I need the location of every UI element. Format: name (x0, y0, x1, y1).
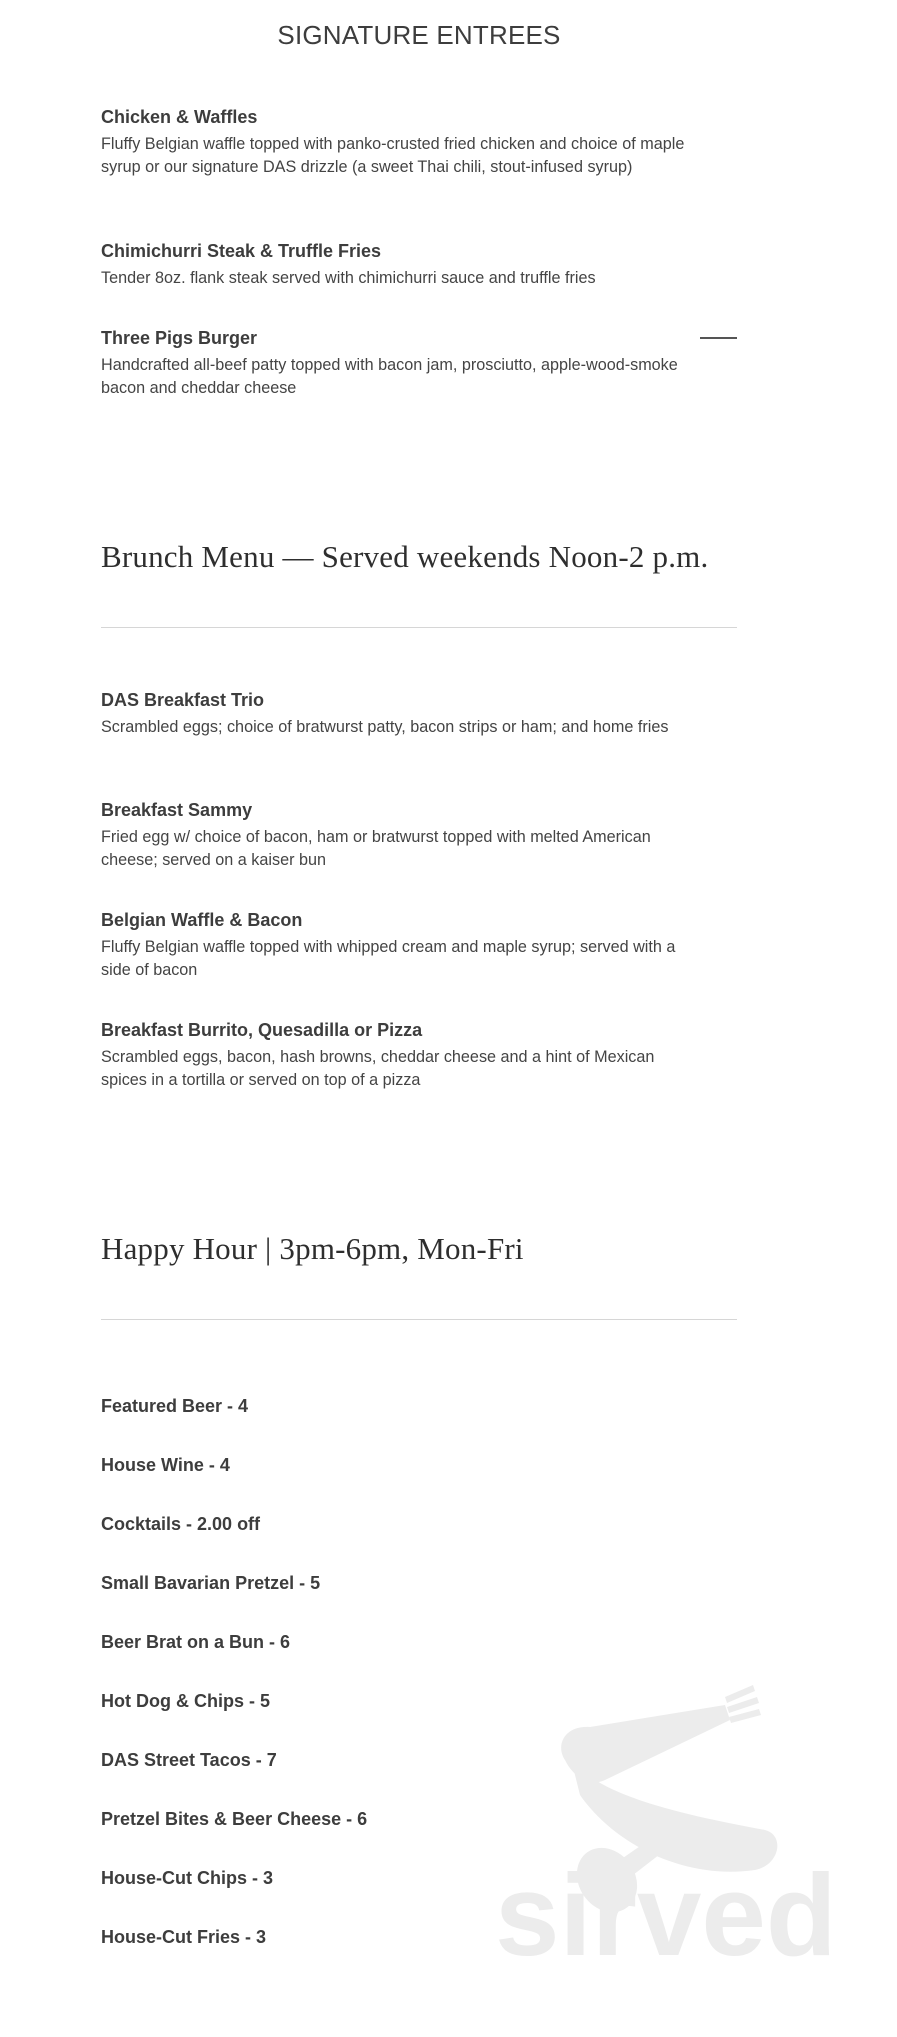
happy-hour-item: Cocktails - 2.00 off (101, 1514, 261, 1534)
happy-hour-item: Beer Brat on a Bun - 6 (101, 1632, 291, 1652)
happy-hour-item: Small Bavarian Pretzel - 5 (101, 1573, 321, 1593)
happy-hour-item: Hot Dog & Chips - 5 (101, 1691, 270, 1711)
menu-item-name: Belgian Waffle & Bacon (101, 910, 303, 930)
sirved-watermark (495, 1665, 845, 1965)
sirved-wordmark: sirved (495, 1850, 837, 1965)
decorative-dash (700, 337, 737, 339)
happy-hour-item: Featured Beer - 4 (101, 1396, 249, 1416)
happy-hour-item: Pretzel Bites & Beer Cheese - 6 (101, 1809, 368, 1829)
happy-hour-item: House-Cut Chips - 3 (101, 1868, 274, 1888)
menu-item (101, 688, 691, 739)
happy-hour-divider (101, 1319, 737, 1320)
menu-item (101, 105, 691, 179)
menu-item-description: Tender 8oz. flank steak served with chimichurri sauce and truffle fries (101, 269, 596, 287)
menu-item (101, 326, 691, 400)
signature-entrees-title: SIGNATURE ENTREES (277, 20, 561, 50)
menu-item-name: Breakfast Sammy (101, 800, 253, 820)
brunch-divider (101, 627, 737, 628)
menu-item-name: DAS Breakfast Trio (101, 690, 265, 710)
menu-item-description: Handcrafted all-beef patty topped with bacon jam, prosciutto, apple-wood-smoke bacon and cheddar cheese (101, 356, 678, 397)
happy-hour-item: DAS Street Tacos - 7 (101, 1750, 277, 1770)
menu-item-description: Scrambled eggs; choice of bratwurst patty, bacon strips or ham; and home fries (101, 718, 669, 736)
menu-item (101, 239, 691, 290)
menu-item-description: Fluffy Belgian waffle topped with whipped cream and maple syrup; served with a side of bacon (101, 938, 676, 979)
menu-item (101, 1018, 691, 1092)
menu-item (101, 908, 691, 982)
menu-item-description: Fluffy Belgian waffle topped with panko-crusted fried chicken and choice of maple syrup or our signature DAS drizzle (a sweet Thai chili, stout-infused syrup) (101, 135, 685, 176)
menu-item-description: Scrambled eggs, bacon, hash browns, cheddar cheese and a hint of Mexican spices in a tortilla or served on top of a pizza (101, 1048, 655, 1089)
menu-item-description: Fried egg w/ choice of bacon, ham or bratwurst topped with melted American cheese; served on a kaiser bun (101, 828, 651, 869)
menu-item (101, 798, 691, 872)
brunch-heading: Brunch Menu — Served weekends Noon-2 p.m. (101, 539, 709, 574)
happy-hour-item: House Wine - 4 (101, 1455, 230, 1475)
menu-item-name: Breakfast Burrito, Quesadilla or Pizza (101, 1020, 423, 1040)
happy-hour-heading: Happy Hour | 3pm-6pm, Mon-Fri (101, 1231, 524, 1266)
happy-hour-item: House-Cut Fries - 3 (101, 1927, 267, 1947)
menu-item-name: Chicken & Waffles (101, 107, 258, 127)
menu-item-name: Chimichurri Steak & Truffle Fries (101, 241, 382, 261)
menu-item-name: Three Pigs Burger (101, 328, 258, 348)
